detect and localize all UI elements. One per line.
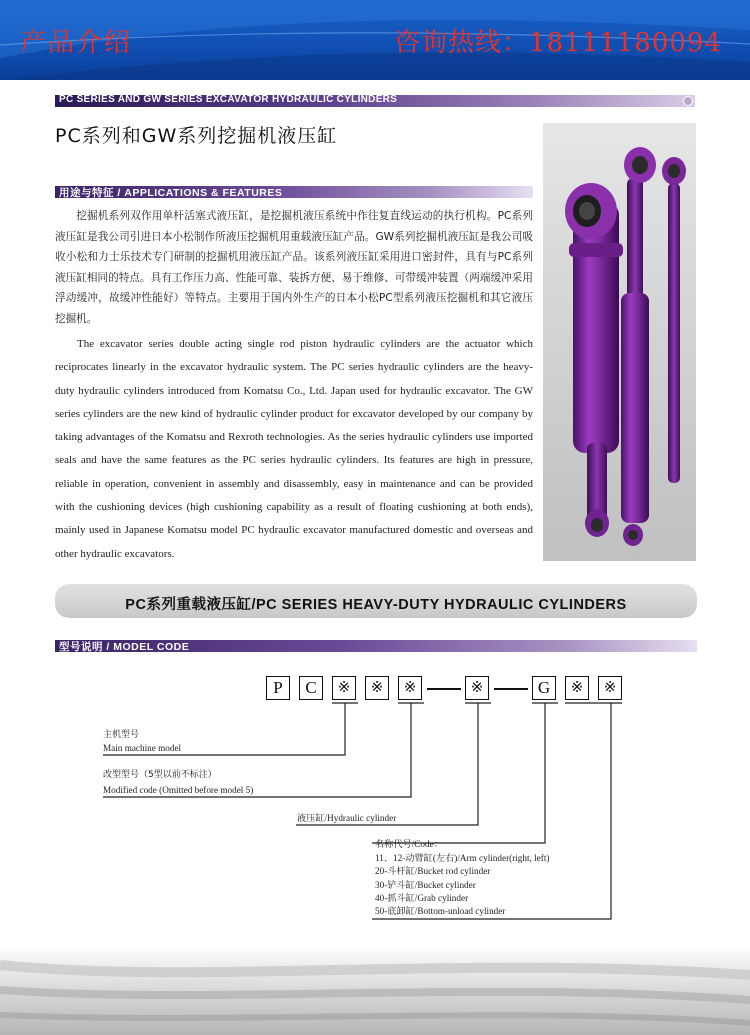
top-banner [0, 0, 750, 80]
model-code-row [0, 676, 750, 702]
code-item-bucket: 30-铲斗缸/Bucket cylinder [375, 880, 476, 890]
modified-code-label-en: Modified code (Omitted before model 5) [103, 785, 254, 795]
hydraulic-cylinder-label: 液压缸/Hydraulic cylinder [297, 813, 397, 823]
english-paragraph: The excavator series double acting single rod piston hydraulic cylinders are the actuator which reciprocates linearly in the excavator hydraulic system. The PC series hydraulic cylinders are the heavy-duty hydraulic cylinders introduced from Komatsu Co., Ltd. Japan used for hydraulic excavator. The GW series cylinders are the new kind of hydraulic cylinder product for excavator developed by our company by taking advantages of the Komatsu and Rexroth technologies. As the series hydraulic cylinders use imported seals and have the same features as the PC series hydraulic cylinders. Its features are high in pressure, reliable in operation, convenient in assembly and disassembly, easy in maintenance and can be provided with the cushioning devices (high cushioning capability as a result of floating cushioning at both ends), mainly used in Japanese Komatsu model PC hydraulic excavator manufactured domestic and overseas and other hydraulic excavators. [55, 338, 533, 560]
series-bar [55, 95, 695, 107]
code-box-placeholder: ※ [398, 676, 422, 700]
main-machine-label-cn: 主机型号 [103, 730, 140, 740]
code-dash [427, 688, 461, 690]
applications-bar-text: 用途与特征 / APPLICATIONS & FEATURES [59, 187, 283, 199]
model-code-bar [55, 640, 697, 652]
code-box-placeholder: ※ [565, 676, 589, 700]
pc-series-header-text: PC系列重载液压缸/PC SERIES HEAVY-DUTY HYDRAULIC CYLINDERS [125, 597, 627, 613]
banner-product-intro: 产品介绍 [20, 28, 133, 58]
code-box-placeholder: ※ [365, 676, 389, 700]
main-machine-label-en: Main machine model [103, 743, 182, 753]
code-box-c: C [299, 676, 323, 700]
modified-code-label-cn: 改型型号（5型以前不标注） [103, 770, 217, 780]
series-bar-text: PC SERIES AND GW SERIES EXCAVATOR HYDRAULIC CYLINDERS [59, 94, 398, 105]
code-item-arm: 11、12-动臂缸(左右)/Arm cylinder(right, left) [375, 853, 550, 863]
applications-bar [55, 186, 533, 198]
hydraulic-cylinder-illustration [543, 123, 696, 561]
banner-hotline: 咨询热线：18111180094 [394, 28, 722, 58]
code-title-label: 名称代号/Code： [375, 839, 443, 849]
code-dash [494, 688, 528, 690]
pc-series-header [55, 584, 697, 618]
code-box-g: G [532, 676, 556, 700]
bar-end-circle-icon [683, 96, 693, 106]
chinese-paragraph: 挖掘机系列双作用单杆活塞式液压缸，是挖掘机液压系统中作往复直线运动的执行机构。PC系列液压缸是我公司引进日本小松制作所液压挖掘机用重载液压缸产品。GW系列挖掘机液压缸是我公司吸收小松和力士乐技术专门研制的挖掘机用液压缸产品。该系列液压缸采用进口密封件，具有与PC系列液压缸相同的特点。具有工作压力高、性能可靠、装拆方便、易于维修、可带缓冲装置（两端缓冲采用浮动缓冲，故缓冲性能好）等特点。主要用于国内外生产的日本小松PC型系列液压挖掘机和其它液压挖掘机。 [55, 210, 533, 325]
bottom-swoosh-graphic [0, 945, 750, 1035]
code-box-placeholder: ※ [465, 676, 489, 700]
code-box-p: P [266, 676, 290, 700]
hydraulic-cylinder-photo [543, 123, 696, 561]
code-item-bottom-unload: 50-底卸缸/Bottom-unload cylinder [375, 906, 506, 916]
code-box-placeholder: ※ [598, 676, 622, 700]
bottom-decorative-strip [0, 945, 750, 1035]
page-title: PC系列和GW系列挖掘机液压缸 [55, 125, 338, 147]
code-item-bucket-rod: 20-斗杆缸/Bucket rod cylinder [375, 866, 491, 876]
code-box-placeholder: ※ [332, 676, 356, 700]
model-code-bar-text: 型号说明 / MODEL CODE [59, 641, 190, 653]
code-item-grab: 40-抓斗缸/Grab cylinder [375, 893, 469, 903]
